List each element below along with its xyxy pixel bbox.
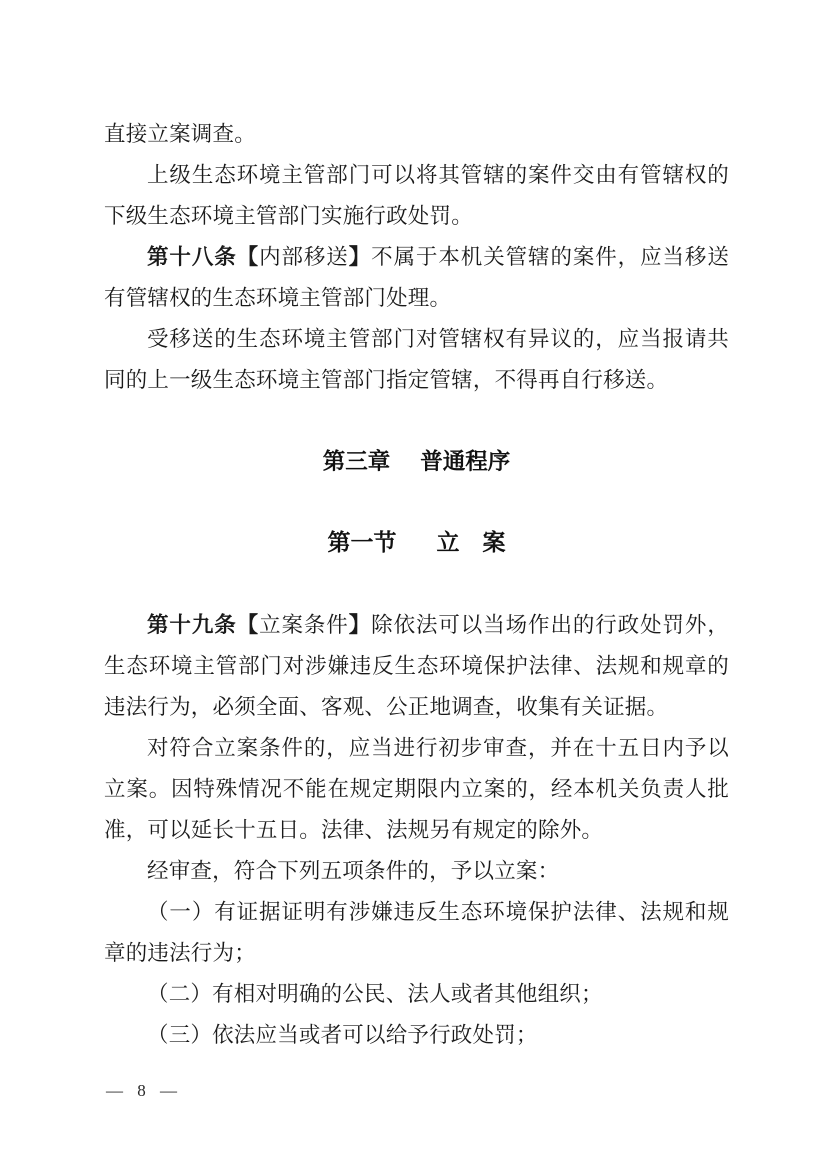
paragraph-delegation: 上级生态环境主管部门可以将其管辖的案件交由有管辖权的下级生态环境主管部门实施行政处罚。 <box>104 163 729 228</box>
list-item-3: （三）依法应当或者可以给予行政处罚； <box>147 1023 538 1047</box>
section-title: 立 案 <box>436 530 506 555</box>
chapter-title: 普通程序 <box>420 449 511 474</box>
chapter-heading <box>104 441 729 482</box>
paragraph-review-intro: 经审查，符合下列五项条件的，予以立案： <box>147 859 560 883</box>
document-body <box>104 114 729 1056</box>
article-18-bracket-open: 【 <box>236 245 260 269</box>
article-19-body: 除依法可以当场作出的行政处罚外，生态环境主管部门对涉嫌违反生态环境保护法律、法规和规章的违法行为，必须全面、客观、公正地调查，收集有关证据。 <box>104 613 730 719</box>
article-18-number: 第十八条 <box>147 245 237 269</box>
article-19-number: 第十九条 <box>147 613 237 637</box>
paragraph-review: 对符合立案条件的，应当进行初步审查，并在十五日内予以立案。因特殊情况不能在规定期限内立案的，经本机关负责人批准，可以延长十五日。法律、法规另有规定的除外。 <box>104 736 729 842</box>
list-item-1: （一）有证据证明有涉嫌违反生态环境保护法律、法规和规章的违法行为； <box>104 900 729 965</box>
article-19-title: 立案条件 <box>259 613 349 637</box>
list-item-2: （二）有相对明确的公民、法人或者其他组织； <box>147 982 603 1006</box>
paragraph-objection: 受移送的生态环境主管部门对管辖权有异议的，应当报请共同的上一级生态环境主管部门指定管辖，不得再自行移送。 <box>104 327 729 392</box>
article-19-paragraph <box>104 605 729 728</box>
article-18-bracket-close: 】 <box>348 245 372 269</box>
article-19-bracket-open: 【 <box>236 613 260 637</box>
article-18-title: 内部移送 <box>259 245 349 269</box>
section-number: 第一节 <box>327 530 397 555</box>
chapter-number: 第三章 <box>322 449 391 474</box>
page-number: — 8 — <box>106 1081 177 1100</box>
article-18-body: 不属于本机关管辖的案件，应当移送有管辖权的生态环境主管部门处理。 <box>104 245 730 310</box>
article-18-paragraph <box>104 237 729 319</box>
article-19-bracket-close: 】 <box>348 613 372 637</box>
paragraph-continuation: 直接立案调查。 <box>104 122 256 146</box>
section-heading <box>104 522 729 563</box>
